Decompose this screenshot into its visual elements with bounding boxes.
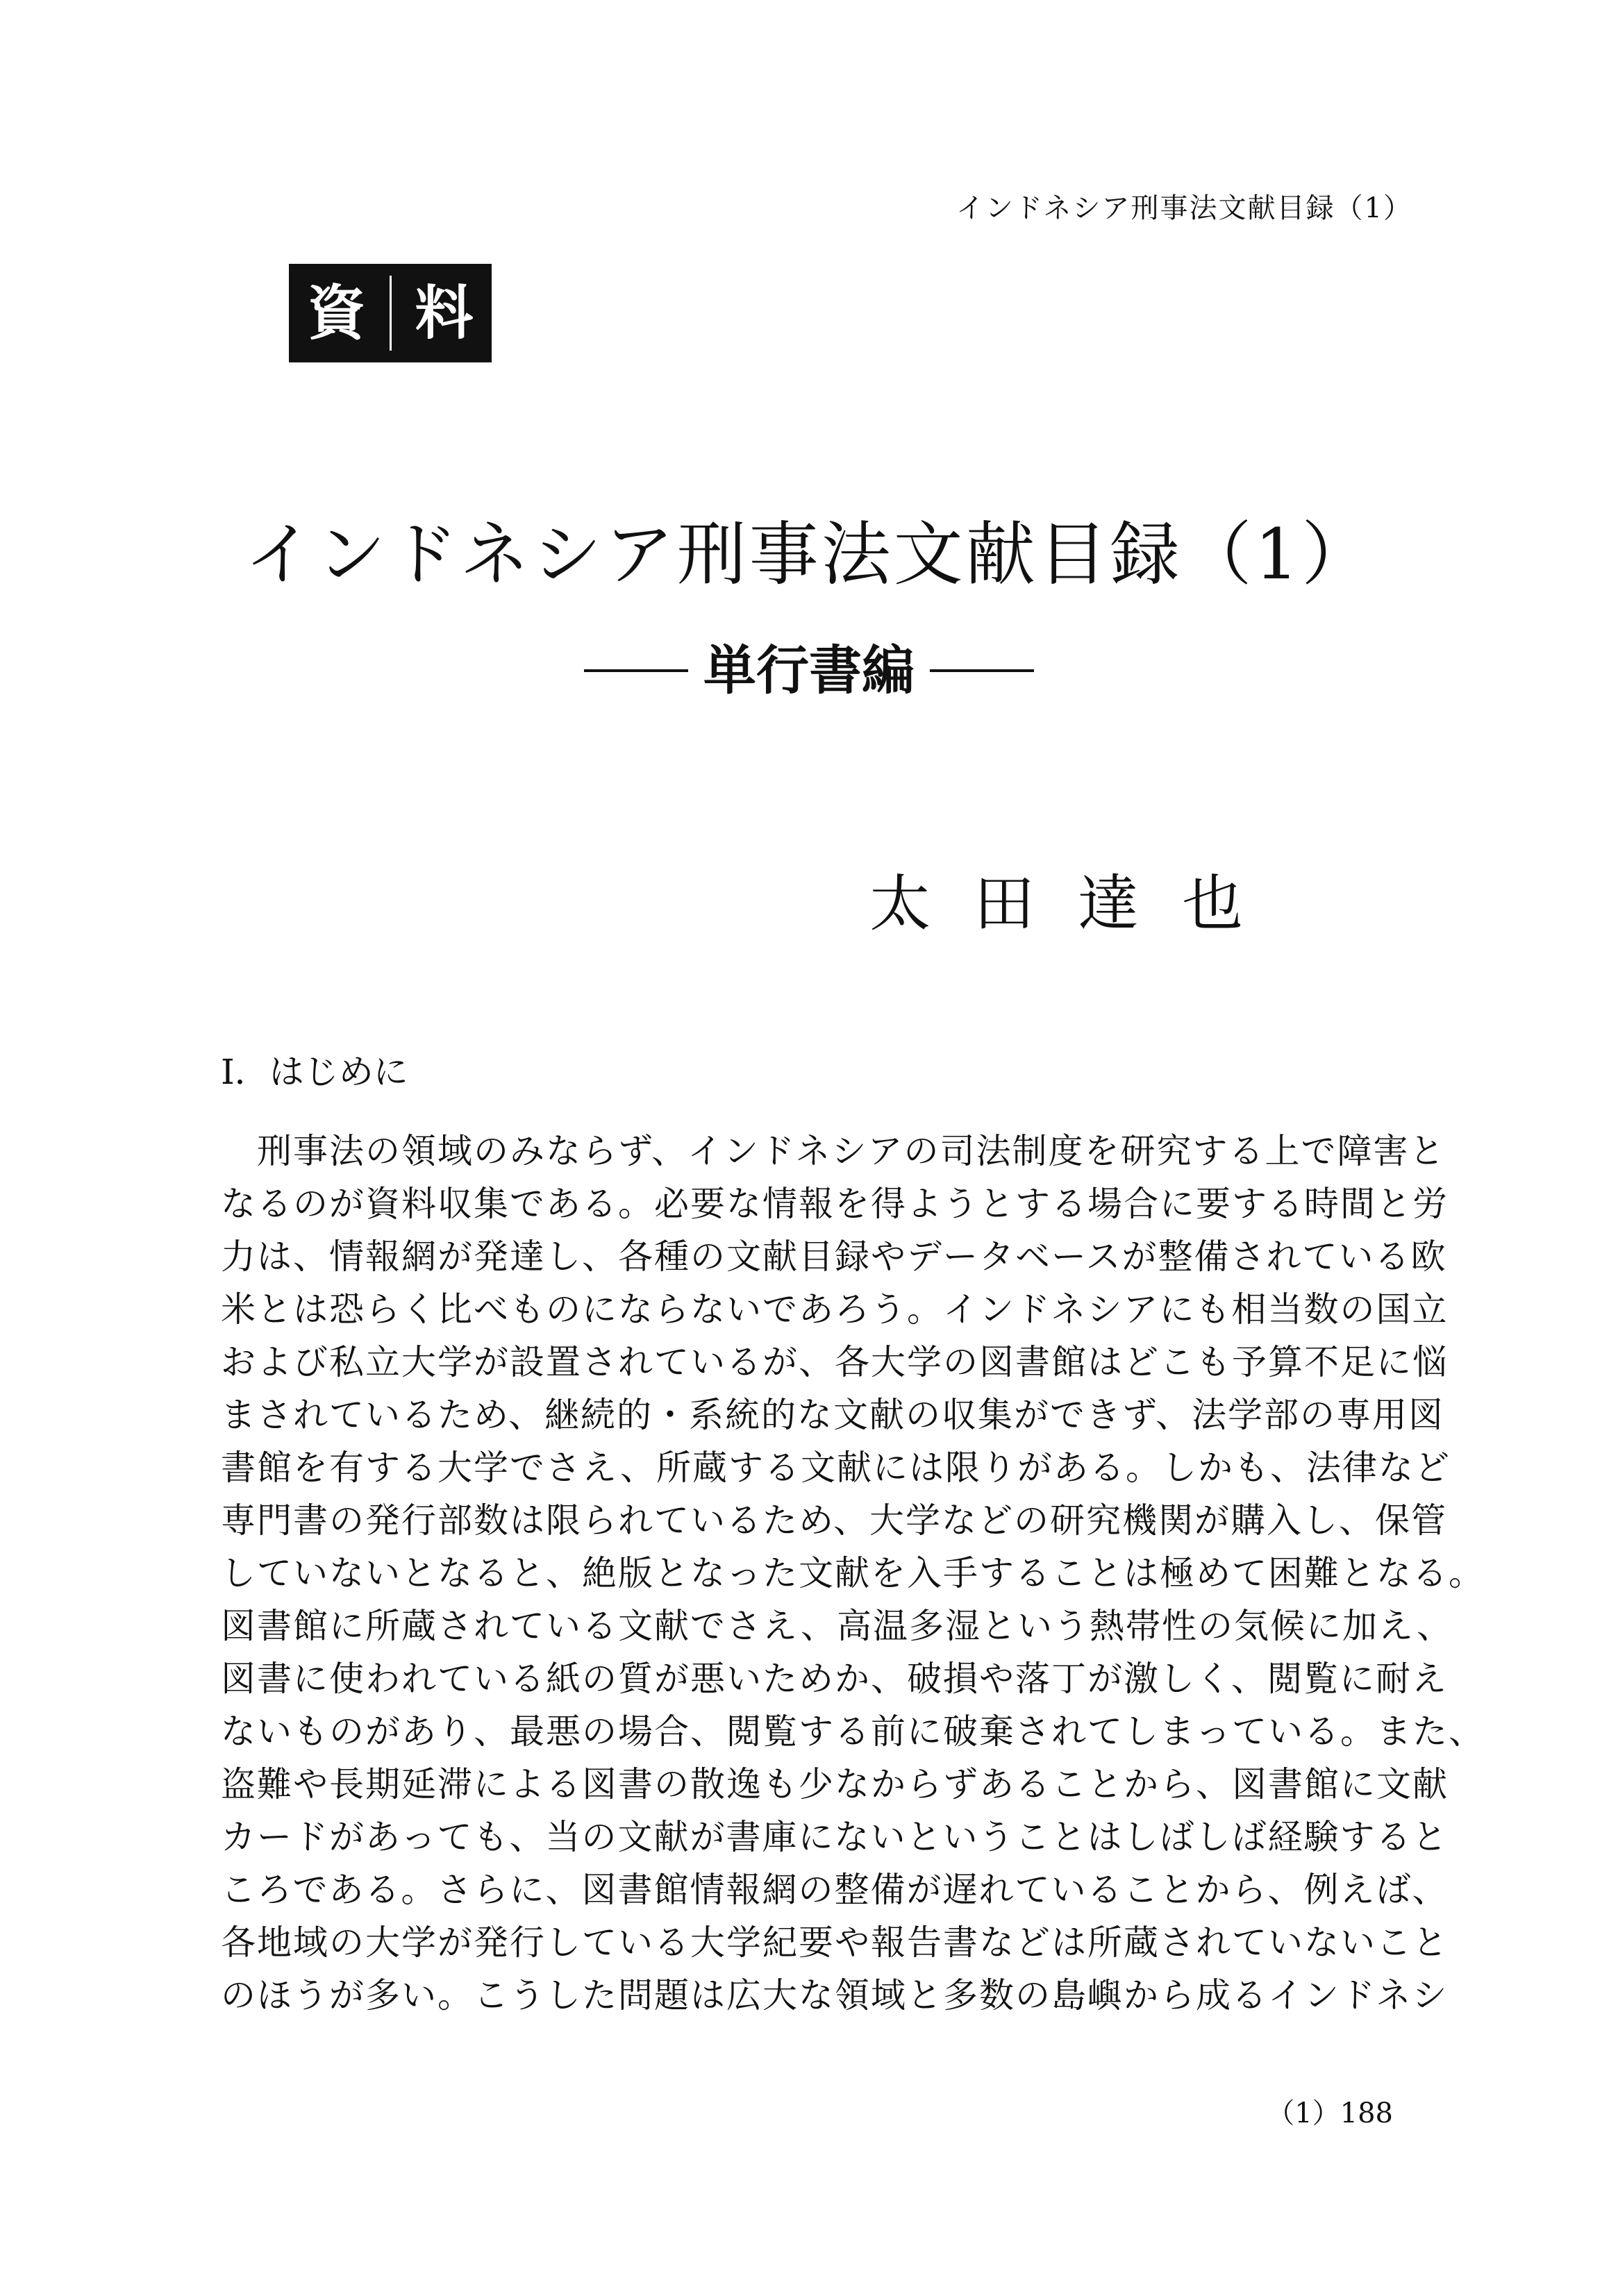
subtitle-text: 単行書編: [703, 639, 915, 701]
body-line: のほうが多い。こうした問題は広大な領域と多数の島嶼から成るインドネシ: [221, 1975, 1449, 2016]
body-line: 書館を有する大学でさえ、所蔵する文献には限りがある。しかも、法律など: [221, 1448, 1451, 1488]
section-badge: [289, 264, 492, 362]
body-line: していないとなると、絶版となった文献を入手することは極めて困難となる。: [221, 1553, 1485, 1593]
running-header: インドネシア刑事法文献目録（1）: [956, 192, 1412, 224]
body-line: 図書に使われている紙の質が悪いためか、破損や落丁が激しく、閲覧に耐え: [221, 1659, 1448, 1699]
section-badge-divider: [390, 276, 392, 351]
body-line: 米とは恐らく比べものにならないであろう。インドネシアにも相当数の国立: [221, 1289, 1449, 1330]
body-text: [221, 1125, 1485, 2022]
body-line: 各地域の大学が発行している大学紀要や報告書などは所蔵されていないこと: [221, 1922, 1449, 1963]
author-name: 太田達也: [869, 868, 1286, 939]
body-line: ころである。さらに、図書館情報網の整備が遅れていることから、例えば、: [221, 1870, 1449, 1910]
body-line: カードがあっても、当の文献が書庫にないということはしばしば経験すると: [221, 1817, 1449, 1857]
page-number: （1）188: [1267, 2097, 1393, 2129]
body-line: および私立大学が設置されているが、各大学の図書館はどこも予算不足に悩: [221, 1342, 1449, 1382]
body-line: なるのが資料収集である。必要な情報を得ようとする場合に要する時間と労: [221, 1184, 1449, 1224]
section-badge-char: 資: [307, 279, 366, 347]
body-line: 専門書の発行部数は限られているため、大学などの研究機関が購入し、保管: [221, 1500, 1447, 1541]
section-heading: Ⅰ．はじめに: [221, 1052, 408, 1092]
body-line: 刑事法の領域のみならず、インドネシアの司法制度を研究する上で障害と: [221, 1131, 1446, 1171]
subtitle-dash-right: [930, 669, 1034, 672]
body-line: 図書館に所蔵されている文献でさえ、高温多湿という熱帯性の気候に加え、: [221, 1606, 1453, 1646]
subtitle-dash-left: [584, 669, 688, 672]
body-line: まされているため、継続的・系統的な文献の収集ができず、法学部の専用図: [221, 1395, 1444, 1435]
article-subtitle: [0, 628, 1618, 704]
body-line: ないものがあり、最悪の場合、閲覧する前に破棄されてしまっている。また、: [221, 1711, 1485, 1752]
section-badge-char: 料: [415, 279, 474, 347]
body-line: 盗難や長期延滞による図書の散逸も少なからずあることから、図書館に文献: [221, 1764, 1449, 1804]
article-title: インドネシア刑事法文献目録（1）: [244, 514, 1374, 595]
body-line: 力は、情報網が発達し、各種の文献目録やデータベースが整備されている欧: [221, 1237, 1447, 1277]
